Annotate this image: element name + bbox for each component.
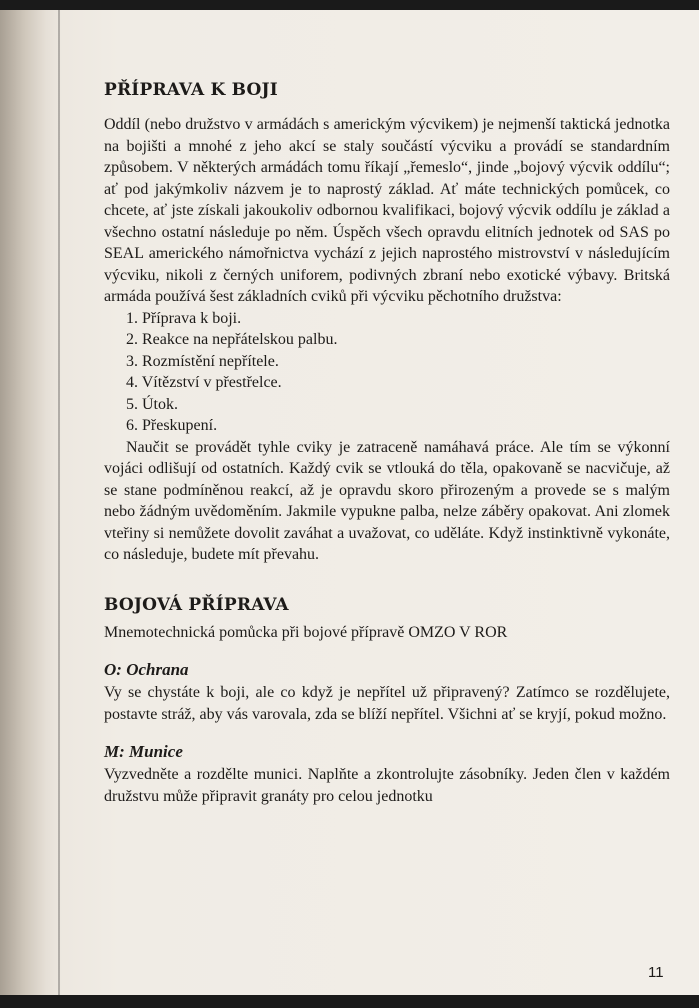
subheading-munice: M: Munice bbox=[104, 742, 183, 761]
list-item: 5. Útok. bbox=[126, 395, 178, 413]
ochrana-paragraph: Vy se chystáte k boji, ale co když je nepřítel už připravený? Zatímco se rozdělujete, postavte stráž, aby vás varovala, zda se blíží nepřítel. Všichni ať se kryjí, pokud možno. bbox=[104, 684, 670, 723]
subheading-ochrana: O: Ochrana bbox=[104, 660, 189, 679]
gutter-shadow bbox=[58, 10, 60, 995]
list-item: 6. Přeskupení. bbox=[126, 417, 218, 434]
book-page bbox=[0, 10, 699, 995]
page-number: 11 bbox=[648, 964, 664, 981]
list-item: 1. Příprava k boji. bbox=[126, 309, 242, 327]
page-gutter bbox=[0, 10, 62, 995]
list-item: 4. Vítězství v přestřelce. bbox=[126, 374, 282, 391]
intro-paragraph: Oddíl (nebo družstvo v armádách s americkým výcvikem) je nejmenší taktická jednotka na bojišti a mnohé z jeho akcí se staly součástí výcviku a provádí se standardním způsobem. V některých armádách tomu říkají „řemeslo“, jinde „bojový výcvik oddílu“; ať pod jakýmkoliv názvem je to naprostý základ. Ať máte technických pomůcek, co chcete, ať jste získali jakoukoliv odbornou kvalifikaci, bojový výcvik oddílu je základ a všechno ostatní následuje po něm. Úspěch všech opravdu elitních jednotek od SAS po SEAL amerického námořnictva vychází z jejich naprostého mistrovství v následujícím výcviku, nikoli z černých uniforem, podivných zbraní nebo exotické výbavy. Britská armáda používá šest základních cviků při výcviku pěchotního družstva: bbox=[104, 116, 670, 305]
section-title-bojova-priprava: BOJOVÁ PŘÍPRAVA bbox=[104, 594, 289, 615]
list-item: 3. Rozmístění nepřítele. bbox=[126, 352, 279, 370]
mnemonic-line: Mnemotechnická pomůcka při bojové přípravě OMZO V ROR bbox=[104, 623, 508, 641]
page-content bbox=[104, 70, 670, 807]
list-item: 2. Reakce na nepřátelskou palbu. bbox=[126, 331, 338, 348]
drills-paragraph: Naučit se provádět tyhle cviky je zatraceně namáhavá práce. Ale tím se výkonní vojáci odlišují od ostatních. Každý cvik se vtlouká do těla, opakovaně se nacvičuje, až se stane podmíněnou reakcí, až je opravdu skoro přirozeným a provede se s malým nebo žádným uvědoměním. Jakmile vypukne palba, nelze záběry opakovat. Ani zlomek vteřiny si nemůžete dovolit zaváhat a uvažovat, co uděláte. Když instinktivně vykonáte, co následuje, budete mít převahu. bbox=[104, 438, 670, 563]
munice-paragraph: Vyzvedněte a rozdělte munici. Naplňte a zkontrolujte zásobníky. Jeden člen v každém družstvu může připravit granáty pro celou jednotku bbox=[104, 766, 670, 805]
drill-list bbox=[104, 308, 670, 437]
section-title-priprava: PŘÍPRAVA K BOJI bbox=[104, 80, 278, 100]
